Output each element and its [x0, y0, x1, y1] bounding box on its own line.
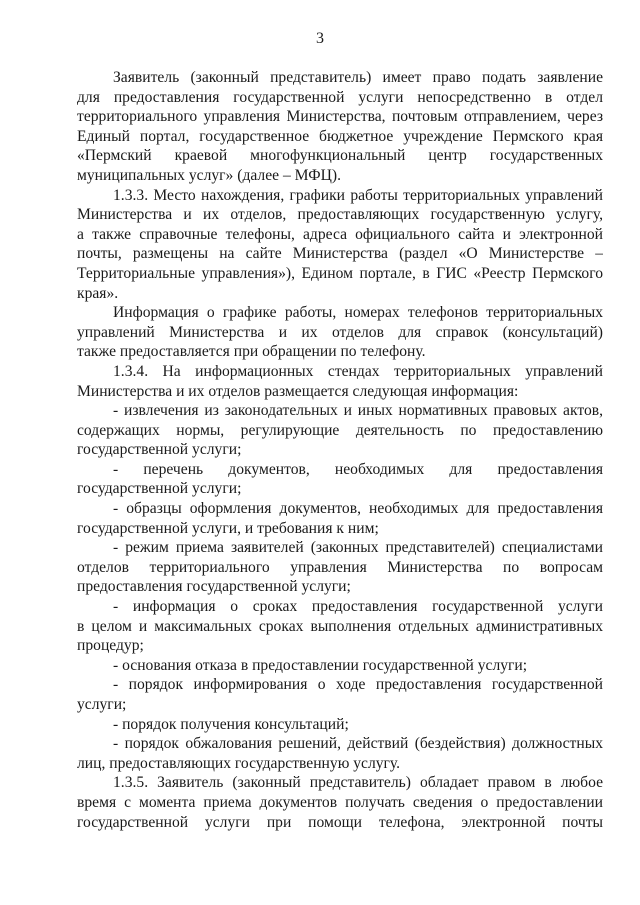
text-line: - порядок получения консультаций; [113, 715, 349, 733]
text-line: 1.3.5. Заявитель (законный представитель) обладает правом в любое [113, 774, 603, 792]
text-line: - режим приема заявителей (законных представителей) специалистами [113, 539, 603, 557]
text-line: Информация о графике работы, номерах телефонов территориальных [113, 304, 603, 322]
text-line: государственной услуги, и требования к ним; [77, 519, 379, 537]
text-line: «Пермский краевой многофункциональный центр государственных [77, 147, 603, 165]
text-line: - извлечения из законодательных и иных нормативных правовых актов, [113, 402, 603, 420]
text-line: - основания отказа в предоставлении государственной услуги; [113, 656, 528, 674]
text-line: содержащих нормы, регулирующие деятельность по предоставлению [77, 421, 603, 439]
text-line: - перечень документов, необходимых для предоставления [113, 460, 603, 478]
text-line: Министерства и их отделов, предоставляющих государственную услугу, [77, 206, 603, 224]
text-line: услуги; [77, 696, 127, 713]
text-line: в целом и максимальных сроках выполнения отдельных административных [77, 617, 603, 635]
text-line: Единый портал, государственное бюджетное учреждение Пермского края [77, 127, 603, 145]
text-line: Территориальные управления»), Едином портале, в ГИС «Реестр Пермского [77, 264, 603, 282]
text-line: - порядок обжалования решений, действий (бездействия) должностных [113, 735, 603, 753]
text-line: процедур; [77, 637, 144, 655]
text-line: также предоставляется при обращении по телефону. [77, 343, 426, 361]
text-line: края». [77, 284, 119, 302]
text-line: время с момента приема документов получать сведения о предоставлении [77, 793, 603, 811]
text-line: управлений Министерства и их отделов для справок (консультаций) [77, 323, 603, 341]
text-line: для предоставления государственной услуги непосредственно в отдел [77, 88, 603, 106]
text-line: - образцы оформления документов, необходимых для предоставления [113, 500, 603, 518]
text-line: 1.3.3. Место нахождения, графики работы территориальных управлений [113, 186, 603, 204]
text-line: территориального управления Министерства, почтовым отправлением, через [77, 108, 603, 126]
text-line: 1.3.4. На информационных стендах территориальных управлений [113, 362, 603, 380]
text-line: отделов территориального управления Министерства по вопросам [77, 558, 603, 576]
page-number: 3 [316, 30, 324, 47]
text-line: Заявитель (законный представитель) имеет право подать заявление [113, 69, 603, 86]
text-line: - порядок информирования о ходе предоставления государственной [113, 676, 603, 694]
text-line: Министерства и их отделов размещается следующая информация: [77, 382, 519, 400]
text-line: муниципальных услуг» (далее – МФЦ). [77, 166, 341, 184]
text-line: а также справочные телефоны, адреса официального сайта и электронной [77, 225, 603, 243]
text-line: государственной услуги при помощи телефона, электронной почты [77, 813, 603, 831]
text-line: почты, размещены на сайте Министерства (раздел «О Министерстве – [77, 245, 603, 263]
text-line: предоставления государственной услуги; [77, 578, 351, 596]
text-line: государственной услуги; [77, 480, 242, 498]
text-line: лиц, предоставляющих государственную услугу. [77, 754, 401, 772]
document-body [77, 68, 603, 832]
text-line: - информация о сроках предоставления государственной услуги [113, 598, 603, 616]
text-line: государственной услуги; [77, 441, 242, 459]
